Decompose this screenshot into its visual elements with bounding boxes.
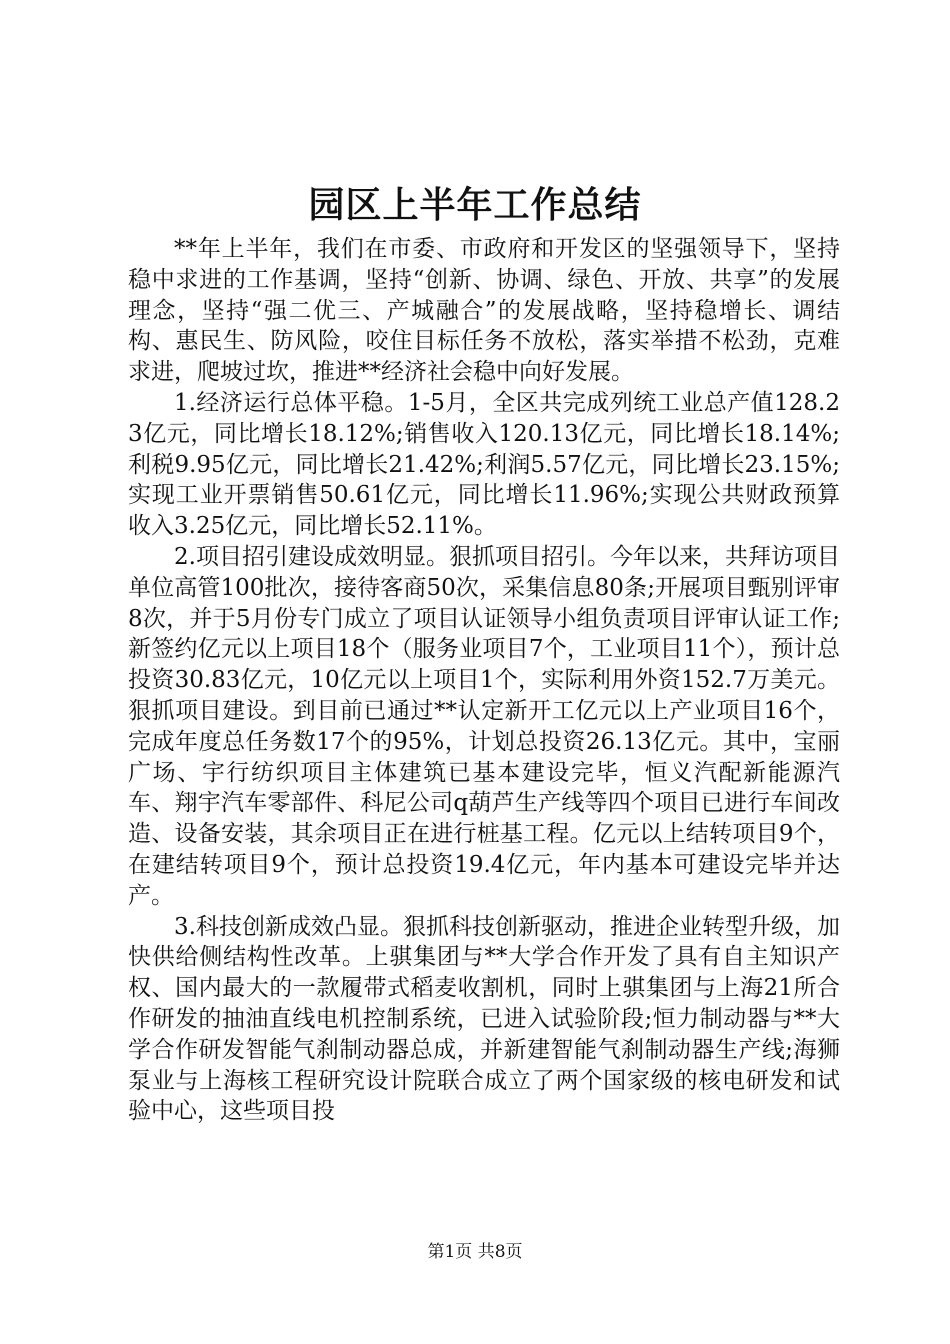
paragraph-projects: 2.项目招引建设成效明显。狠抓项目招引。今年以来，共拜访项目单位高管100批次，接待客商50次，采集信息80条;开展项目甄别评审8次，并于5月份专门成立了项目认证领导小组负责项目评审认证工作;新签约亿元以上项目18个（服务业项目7个，工业项目11个），预计总投资30.83亿元，10亿元以上项目1个，实际利用外资152.7万美元。狠抓项目建设。到目前已通过**认定新开工亿元以上产业项目16个，完成年度总任务数17个的95%，计划总投资26.13亿元。其中，宝丽广场、宇行纺织项目主体建筑已基本建设完毕，恒义汽配新能源汽车、翔宇汽车零部件、科尼公司q葫芦生产线等四个项目已进行车间改造、设备安装，其余项目正在进行桩基工程。亿元以上结转项目9个，在建结转项目9个，预计总投资19.4亿元，年内基本可建设完毕并达产。 bbox=[128, 543, 840, 909]
page-number-footer: 第1页 共8页 bbox=[427, 1242, 523, 1262]
paragraph-innovation: 3.科技创新成效凸显。狠抓科技创新驱动，推进企业转型升级，加快供给侧结构性改革。上骐集团与**大学合作开发了具有自主知识产权、国内最大的一款履带式稻麦收割机，同时上骐集团与上海21所合作研发的抽油直线电机控制系统，已进入试验阶段;恒力制动器与**大学合作研发智能气刹制动器总成，并新建智能气刹制动器生产线;海狮泵业与上海核工程研究设计院联合成立了两个国家级的核电研发和试验中心，这些项目投 bbox=[128, 913, 840, 1125]
paragraph-economy: 1.经济运行总体平稳。1-5月，全区共完成列统工业总产值128.23亿元，同比增长18.12%;销售收入120.13亿元，同比增长18.14%;利税9.95亿元，同比增长21.42%;利润5.57亿元，同比增长23.15%;实现工业开票销售50.61亿元，同比增长11.96%;实现公共财政预算收入3.25亿元，同比增长52.11%。 bbox=[128, 389, 840, 540]
paragraph-intro: **年上半年，我们在市委、市政府和开发区的坚强领导下，坚持稳中求进的工作基调，坚持“创新、协调、绿色、开放、共享”的发展理念，坚持“强二优三、产城融合”的发展战略，坚持稳增长、调结构、惠民生、防风险，咬住目标任务不放松，落实举措不松劲，克难求进，爬坡过坎，推进**经济社会稳中向好发展。 bbox=[128, 236, 840, 386]
document-title: 园区上半年工作总结 bbox=[308, 184, 642, 226]
document-body bbox=[128, 234, 840, 1127]
